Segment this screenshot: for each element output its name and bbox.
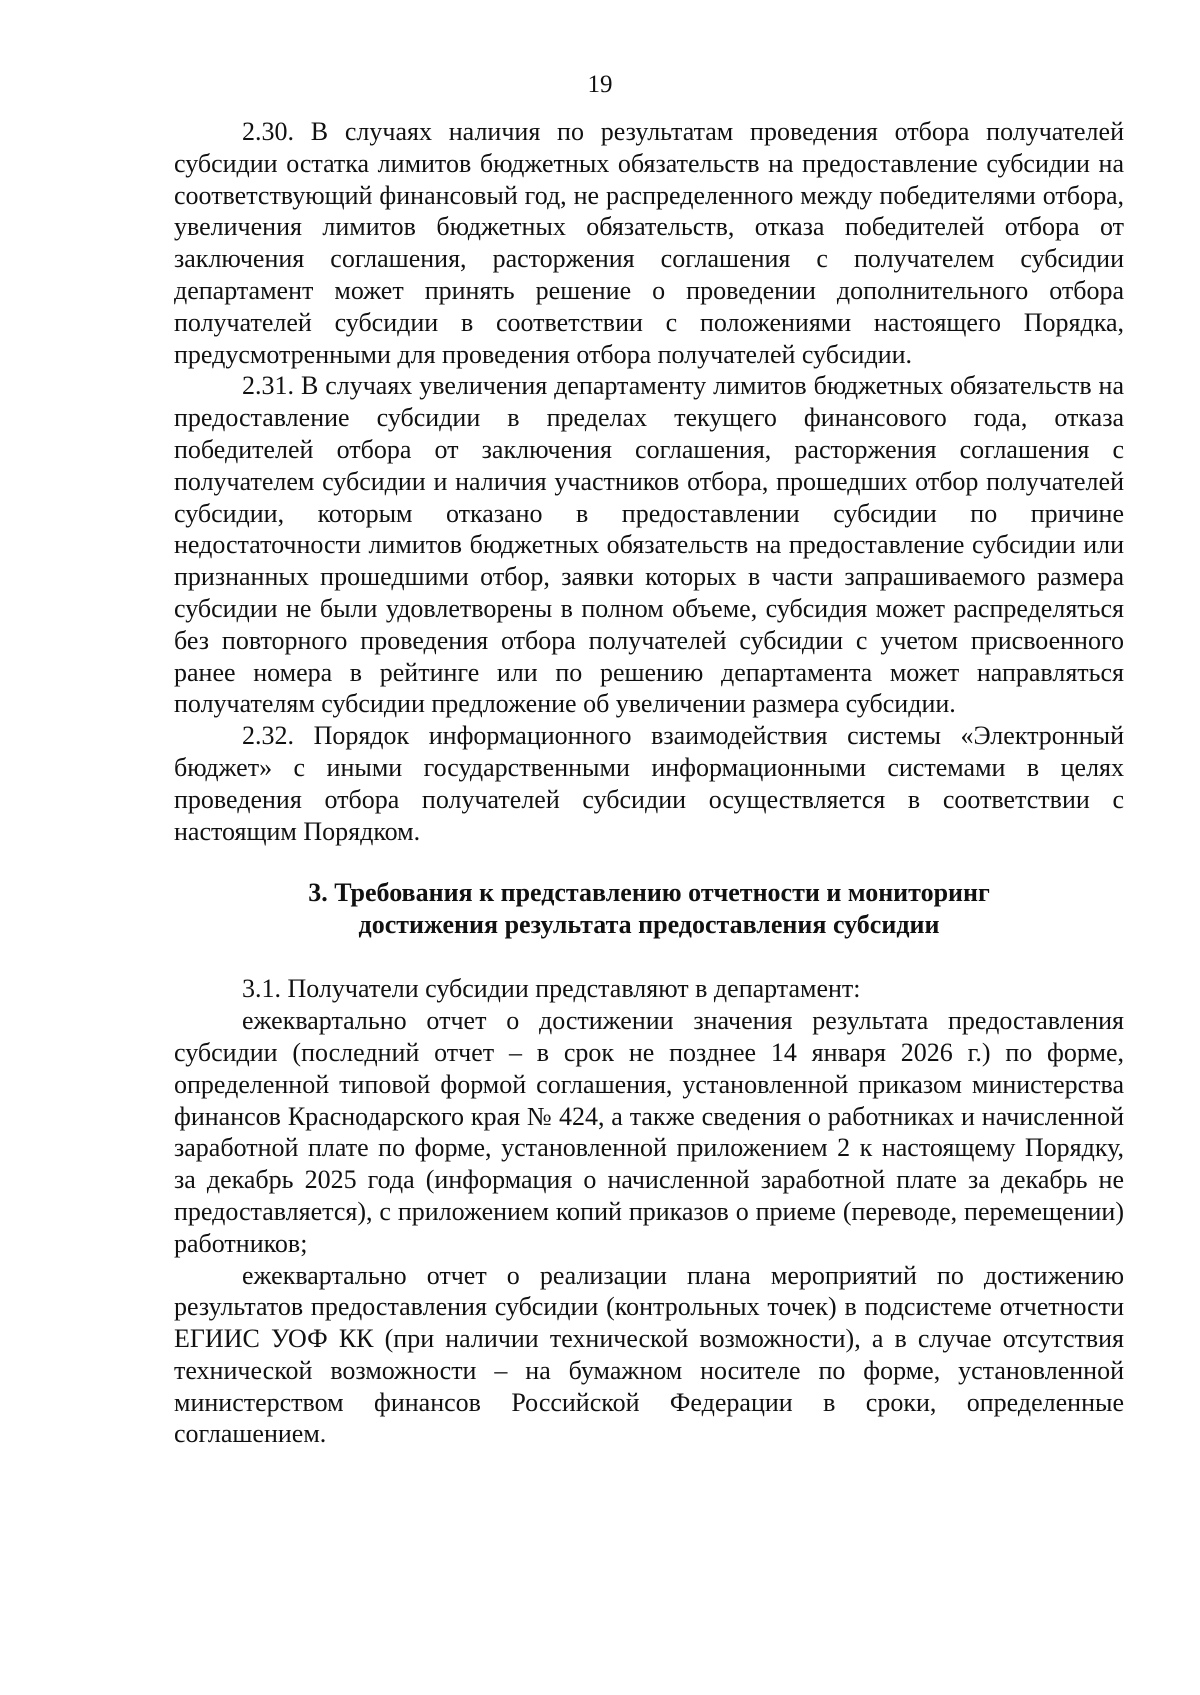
page-number: 19 bbox=[587, 71, 613, 98]
paragraph-2-30: 2.30. В случаях наличия по результатам проведения отбора получателей субсидии остатка лимитов бюджетных обязательств на предоставление субсидии на соответствующий финансовый год, не распределенного между победителями отбора, увеличения лимитов бюджетных обязательств, отказа победителей отбора от заключения соглашения, расторжения соглашения с получателем субсидии департамент может принять решение о проведении дополнительного отбора получателей субсидии в соответствии с положениями настоящего Порядка, предусмотренными для проведения отбора получателей субсидии. bbox=[174, 117, 1124, 369]
paragraph-2-32: 2.32. Порядок информационного взаимодействия системы «Электронный бюджет» с иными государственными информационными системами в целях проведения отбора получателей субсидии осуществляется в соответствии с настоящим Порядком. bbox=[174, 721, 1124, 846]
paragraph-quarterly-plan-report: ежеквартально отчет о реализации плана мероприятий по достижению результатов предоставления субсидии (контрольных точек) в подсистеме отчетности ЕГИИС УОФ КК (при наличии технической возможности), а в случае отсутствия технической возможности – на бумажном носителе по форме, установленной министерством финансов Российской Федерации в сроки, определенные соглашением. bbox=[174, 1260, 1124, 1449]
paragraph-2-31: 2.31. В случаях увеличения департаменту лимитов бюджетных обязательств на предоставление субсидии в пределах текущего финансового года, отказа победителей отбора от заключения соглашения, расторжения соглашения с получателем субсидии и наличия участников отбора, прошедших отбор получателей субсидии, которым отказано в предоставлении субсидии по причине недостаточности лимитов бюджетных обязательств на предоставление субсидии или признанных прошедшими отбор, заявки которых в части запрашиваемого размера субсидии не были удовлетворены в полном объеме, субсидия может распределяться без повторного проведения отбора получателей субсидии с учетом присвоенного ранее номера в рейтинге или по решению департамента может направляться получателям субсидии предложение об увеличении размера субсидии. bbox=[174, 371, 1124, 719]
section-3-heading-line-1: 3. Требования к представлению отчетности и мониторинг bbox=[308, 878, 990, 908]
section-3-heading bbox=[174, 877, 1124, 941]
paragraph-quarterly-result-report: ежеквартально отчет о достижении значения результата предоставления субсидии (последний отчет – в срок не позднее 14 января 2026 г.) по форме, определенной типовой формой соглашения, установленной приказом министерства финансов Краснодарского края № 424, а также сведения о работниках и начисленной заработной плате по форме, установленной приложением 2 к настоящему Порядку, за декабрь 2025 года (информация о начисленной заработной плате за декабрь не предоставляется), с приложением копий приказов о приеме (переводе, перемещении) работников; bbox=[174, 1006, 1124, 1258]
document-body bbox=[174, 116, 1124, 1450]
paragraph-3-1: 3.1. Получатели субсидии представляют в департамент: bbox=[242, 974, 861, 1004]
section-3-heading-line-2: достижения результата предоставления субсидии bbox=[358, 910, 940, 940]
